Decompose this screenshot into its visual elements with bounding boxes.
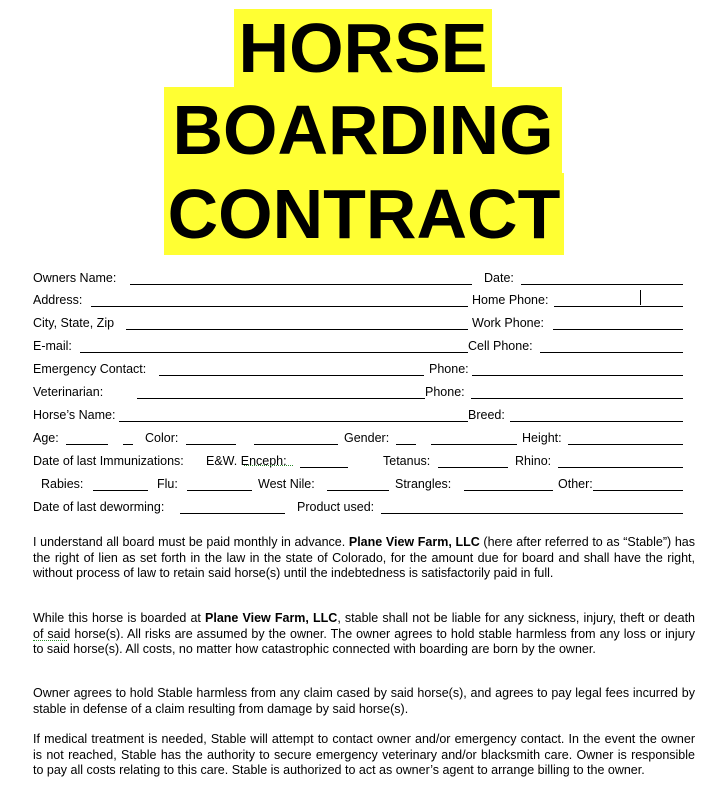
flu-label: Flu: — [157, 477, 178, 491]
farm-name: Plane View Farm, LLC — [205, 611, 338, 625]
paragraph-text: I understand all board must be paid monthly in advance. — [33, 535, 349, 549]
breed-field[interactable] — [510, 421, 683, 422]
city-state-zip-field[interactable] — [126, 329, 468, 330]
age-label: Age: — [33, 431, 59, 445]
paragraph-text: If medical treatment is needed, Stable will attempt to contact owner and/or emergency contact. In the event the owner is not reached, Stable has the authority to secure emergency veterinary and/or blacksmith care. Owner is responsible to pay all costs relating to this care. Stable is authorized to act as owner’s agent to arrange billing to the owner. — [33, 732, 695, 777]
west-nile-field[interactable] — [327, 490, 389, 491]
ew-enceph-label: E&W. Enceph: — [206, 454, 287, 468]
tetanus-label: Tetanus: — [383, 454, 431, 468]
height-label: Height: — [522, 431, 562, 445]
age-field-tail — [123, 444, 133, 445]
emergency-phone-label: Phone: — [429, 362, 469, 376]
horses-name-label: Horse’s Name: — [33, 408, 116, 422]
work-phone-label: Work Phone: — [472, 316, 545, 330]
product-used-label: Product used: — [297, 500, 375, 514]
gender-field[interactable] — [396, 444, 416, 445]
west-nile-label: West Nile: — [258, 477, 315, 491]
other-label: Other: — [558, 477, 593, 491]
farm-name: Plane View Farm, LLC — [348, 535, 480, 549]
cell-phone-field[interactable] — [540, 352, 683, 353]
flu-field[interactable] — [187, 490, 252, 491]
ew-enceph-field[interactable] — [300, 467, 348, 468]
paragraph-text: , stable shall not be liable for any sickness, injury, theft or death of said horse(s). All risks are assumed by the owner. The owner agrees to hold stable harmless from any loss or injury to said horse(s). All costs, no matter how catastrophic connected with boarding are born by the owner. — [33, 611, 695, 656]
paragraph-payment — [33, 535, 695, 582]
email-field[interactable] — [80, 352, 468, 353]
emergency-contact-label: Emergency Contact: — [33, 362, 147, 376]
date-field[interactable] — [521, 284, 683, 285]
paragraph-harmless — [33, 686, 695, 717]
vet-phone-label: Phone: — [425, 385, 465, 399]
emergency-phone-field[interactable] — [472, 375, 683, 376]
home-phone-label: Home Phone: — [472, 293, 549, 307]
immunizations-label: Date of last Immunizations: — [33, 454, 184, 468]
rabies-label: Rabies: — [41, 477, 84, 491]
title-line-horse: HORSE — [234, 9, 492, 87]
paragraph-text: While this horse is boarded at — [33, 611, 206, 625]
deworming-label: Date of last deworming: — [33, 500, 165, 514]
cell-phone-label: Cell Phone: — [468, 339, 533, 353]
gender-label: Gender: — [344, 431, 390, 445]
color-label: Color: — [145, 431, 179, 445]
veterinarian-label: Veterinarian: — [33, 385, 104, 399]
strangles-field[interactable] — [464, 490, 553, 491]
deworming-field[interactable] — [180, 513, 285, 514]
text-cursor — [640, 290, 641, 305]
product-used-field[interactable] — [381, 513, 683, 514]
title-line-contract: CONTRACT — [164, 173, 564, 255]
rhino-field[interactable] — [558, 467, 683, 468]
height-field[interactable] — [568, 444, 683, 445]
strangles-label: Strangles: — [395, 477, 452, 491]
owners-name-label: Owners Name: — [33, 271, 117, 285]
paragraph-text: (here after referred to as “Stable”) has the right of lien as set forth in the law in the state of Colorado, for the amount due for board and shall have the right, without process of law to retain said horse(s) until the indebtedness is satisfactorily paid in full. — [33, 535, 695, 580]
breed-label: Breed: — [468, 408, 505, 422]
other-field[interactable] — [593, 490, 683, 491]
address-label: Address: — [33, 293, 83, 307]
address-field[interactable] — [91, 306, 468, 307]
city-state-zip-label: City, State, Zip — [33, 316, 115, 330]
horses-name-field[interactable] — [119, 421, 468, 422]
rhino-label: Rhino: — [515, 454, 552, 468]
date-label: Date: — [484, 271, 514, 285]
color-field-tail — [254, 444, 338, 445]
age-field[interactable] — [66, 444, 108, 445]
owners-name-field[interactable] — [130, 284, 472, 285]
work-phone-field[interactable] — [553, 329, 683, 330]
paragraph-liability — [33, 611, 695, 658]
color-field[interactable] — [186, 444, 236, 445]
title-line-boarding: BOARDING — [164, 87, 562, 173]
emergency-contact-field[interactable] — [159, 375, 424, 376]
tetanus-field[interactable] — [438, 467, 508, 468]
vet-phone-field[interactable] — [471, 398, 683, 399]
veterinarian-field[interactable] — [137, 398, 425, 399]
paragraph-medical — [33, 732, 695, 779]
rabies-field[interactable] — [93, 490, 148, 491]
paragraph-text: Owner agrees to hold Stable harmless from any claim cased by said horse(s), and agrees to pay legal fees incurred by stable in defense of a claim resulting from damage by said horse(s). — [33, 686, 695, 716]
spellcheck-underline — [244, 462, 293, 466]
home-phone-field[interactable] — [554, 306, 683, 307]
gender-field-tail — [431, 444, 517, 445]
email-label: E-mail: — [33, 339, 72, 353]
